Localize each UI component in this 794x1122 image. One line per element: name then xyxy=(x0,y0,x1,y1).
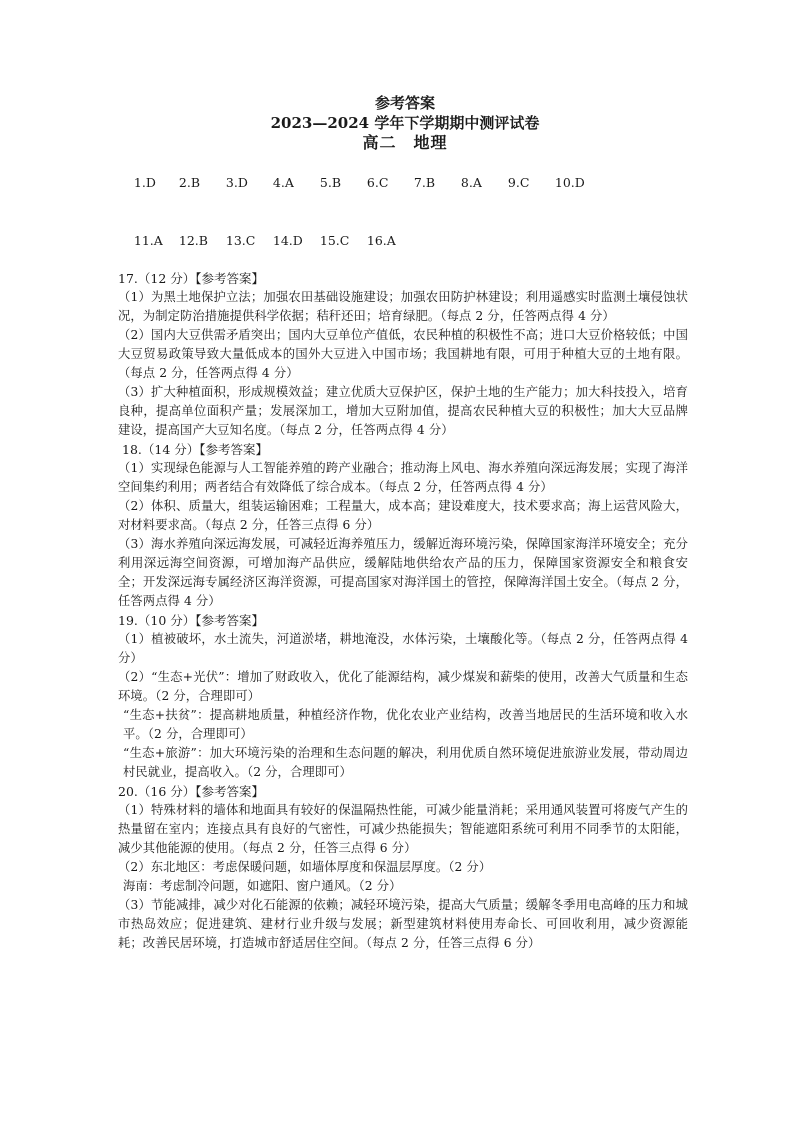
question-18 xyxy=(118,440,688,611)
question-20-part-1: （1）特殊材料的墙体和地面具有较好的保温隔热性能，可减少能量消耗；采用通风装置可将废气产生的热量留在室内；连接点具有良好的气密性，可减少热能损失；智能遮阳系统可利用不同季节的太阳能，减少其他能源的使用。（每点 2 分，任答三点得 6 分） xyxy=(118,803,688,855)
mc-answer: 16.A xyxy=(366,233,396,248)
grade-subject: 高二 地理 xyxy=(362,133,448,152)
question-17-part-1: （1）为黑土地保护立法；加强农田基础设施建设；加强农田防护林建设；利用遥感实时监测土壤侵蚀状况，为制定防治措施提供科学依据；秸秆还田；培育绿肥。（每点 2 分，任答两点得 4 分） xyxy=(118,290,688,323)
mc-answer: 1.D xyxy=(133,175,156,190)
mc-answer: 15.C xyxy=(319,233,350,248)
question-20-heading: 20.（16 分）【参考答案】 xyxy=(118,784,265,799)
question-17 xyxy=(118,269,688,440)
mc-answer: 13.C xyxy=(225,233,256,248)
question-18-part-1: （1）实现绿色能源与人工智能养殖的跨产业融合；推动海上风电、海水养殖向深远海发展；实现了海洋空间集约利用；两者结合有效降低了综合成本。（每点 2 分，任答两点得 4 分） xyxy=(118,461,688,494)
multiple-choice-row-1 xyxy=(118,154,688,211)
mc-answer: 7.B xyxy=(413,175,436,190)
question-19-part-2-tourism: “生态+旅游”：加大环境污染的治理和生态问题的解决，利用优质自然环境促进旅游业发展，带动周边村民就业，提高收入。（2 分，合理即可） xyxy=(123,746,688,779)
mc-answer: 12.B xyxy=(178,233,208,248)
exam-title: 2023—2024 学年下学期期中测评试卷 xyxy=(270,114,540,132)
question-18-part-3: （3）海水养殖向深远海发展，可减轻近海养殖压力，缓解近海环境污染，保障国家海洋环境安全；充分利用深远海空间资源，可增加海产品供应，缓解陆地供给农产品的压力，保障国家资源安全和粮食安全；开发深远海专属经济区海洋资源，可提高国家对海洋国土的管控，保障海洋国土安全。（每点 2 分，任答两点得 4 分） xyxy=(118,537,688,608)
mc-answer: 9.C xyxy=(507,175,530,190)
question-20-part-2-northeast: （2）东北地区：考虑保暖问题，如墙体厚度和保温层厚度。（2 分） xyxy=(118,860,492,874)
question-20-part-3: （3）节能减排，减少对化石能源的依赖；减轻环境污染，提高大气质量；缓解冬季用电高峰的压力和城市热岛效应；促进建筑、建材行业升级与发展；新型建筑材料使用寿命长、可回收利用，减少资源能耗；改善民居环境，打造城市舒适居住空间。（每点 2 分，任答三点得 6 分） xyxy=(118,898,688,950)
answer-sheet xyxy=(118,93,688,953)
mc-answer: 2.B xyxy=(178,175,201,190)
mc-answer: 14.D xyxy=(272,233,303,248)
document-title: 参考答案 xyxy=(374,94,435,112)
question-20 xyxy=(118,782,688,953)
mc-answer: 10.D xyxy=(554,175,585,190)
question-17-part-2: （2）国内大豆供需矛盾突出；国内大豆单位产值低，农民种植的积极性不高；进口大豆价格较低；中国大豆贸易政策导致大量低成本的国外大豆进入中国市场；我国耕地有限，可用于种植大豆的土地有限。（每点 2 分，任答两点得 4 分） xyxy=(118,328,688,380)
mc-answer: 11.A xyxy=(133,233,163,248)
question-18-part-2: （2）体积、质量大，组装运输困难；工程量大，成本高；建设难度大，技术要求高；海上运营风险大，对材料要求高。（每点 2 分，任答三点得 6 分） xyxy=(118,499,688,532)
question-19-part-2: （2）“生态+光伏”：增加了财政收入，优化了能源结构，减少煤炭和薪柴的使用，改善大气质量和生态环境。（2 分，合理即可） xyxy=(118,670,688,703)
mc-answer: 3.D xyxy=(225,175,248,190)
mc-answer: 4.A xyxy=(272,175,294,190)
question-19-heading: 19.（10 分）【参考答案】 xyxy=(118,613,265,628)
question-17-heading: 17.（12 分）【参考答案】 xyxy=(118,271,265,286)
multiple-choice-row-2 xyxy=(118,212,688,269)
question-18-heading: 18.（14 分）【参考答案】 xyxy=(122,442,269,457)
question-19-part-1: （1）植被破坏，水土流失，河道淤堵，耕地淹没，水体污染，土壤酸化等。（每点 2 分，任答两点得 4 分） xyxy=(118,632,688,665)
question-19-part-2-poverty: “生态+扶贫”：提高耕地质量，种植经济作物，优化农业产业结构，改善当地居民的生活环境和收入水平。（2 分，合理即可） xyxy=(123,708,688,741)
mc-answer: 8.A xyxy=(460,175,482,190)
question-19 xyxy=(118,611,688,782)
document-header xyxy=(122,93,688,153)
question-17-part-3: （3）扩大种植面积，形成规模效益；建立优质大豆保护区，保护土地的生产能力；加大科技投入，培育良种，提高单位面积产量；发展深加工，增加大豆附加值，提高农民种植大豆的积极性；加大大豆品牌建设，提高国产大豆知名度。（每点 2 分，任答两点得 4 分） xyxy=(118,385,688,437)
question-20-part-2-hainan: 海南：考虑制冷问题，如遮阳、窗户通风。（2 分） xyxy=(123,879,402,893)
mc-answer: 5.B xyxy=(319,175,342,190)
mc-answer: 6.C xyxy=(366,175,389,190)
